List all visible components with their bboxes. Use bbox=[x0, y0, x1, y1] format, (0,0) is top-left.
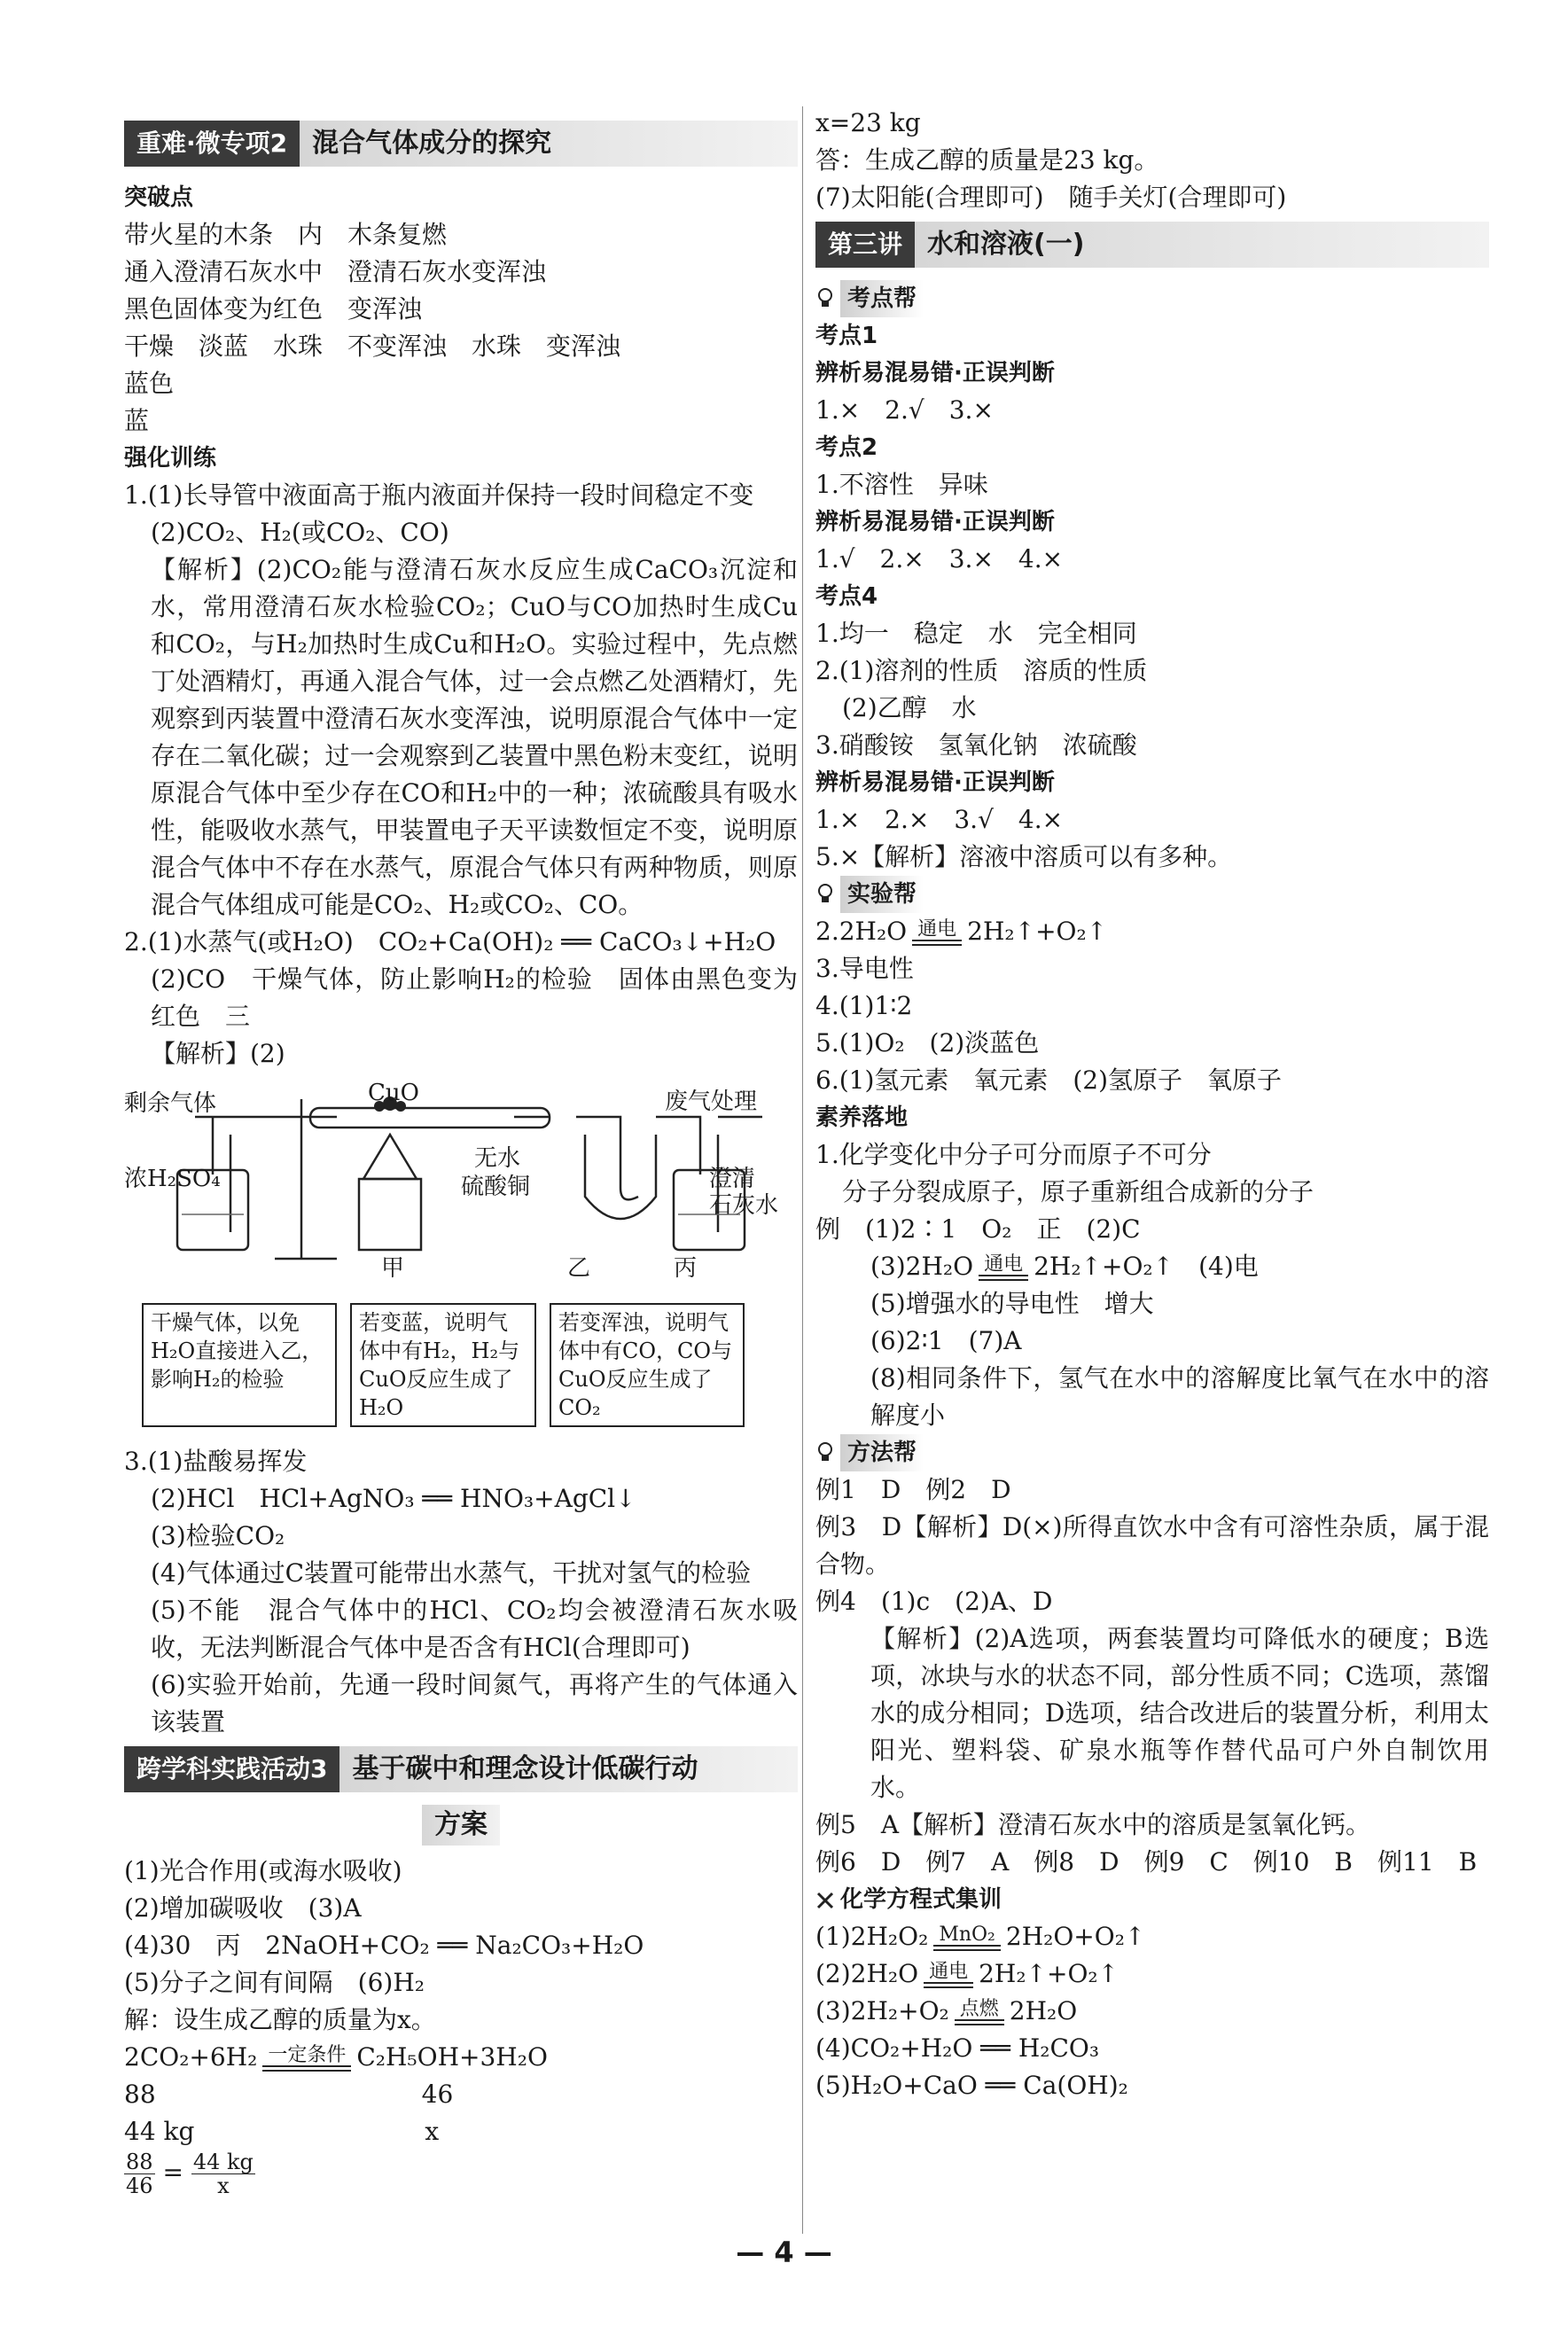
answer-line: 1.× 2.√ 3.× bbox=[815, 395, 994, 425]
label-waste-gas: 废气处理 bbox=[665, 1089, 758, 1115]
section-tag: 重难·微专项2 bbox=[124, 121, 300, 167]
answer-line: x=23 kg bbox=[815, 108, 921, 137]
lightbulb-icon bbox=[815, 1441, 835, 1464]
answer-line: 1.(1)长导管中液面高于瓶内液面并保持一段时间稳定不变 bbox=[124, 480, 754, 510]
subheading: 辨析易混易错·正误判断 bbox=[815, 509, 1055, 535]
answer-line: 例 (1)2∶1 O₂ 正 (2)C bbox=[815, 1214, 1141, 1244]
subsection-fangfabang: 方法帮 bbox=[815, 1434, 1489, 1471]
label-yi: 乙 bbox=[567, 1255, 591, 1282]
note-box-h2: 若变蓝，说明气体中有H₂，H₂与CuO反应生成了H₂O bbox=[350, 1303, 536, 1427]
answer-line: 2.(1)水蒸气(或H₂O) CO₂+Ca(OH)₂ ══ CaCO₃↓+H₂O bbox=[124, 927, 776, 956]
chemical-equation: 2.2H₂O 通电 2H₂↑+O₂↑ bbox=[815, 917, 1108, 946]
chemical-equation: (5)H₂O+CaO ══ Ca(OH)₂ bbox=[815, 2071, 1128, 2100]
section-tag: 跨学科实践活动3 bbox=[124, 1746, 339, 1792]
left-column bbox=[124, 115, 798, 2197]
mass-row: 44 kg x bbox=[124, 2117, 440, 2146]
answer-line: (4)气体通过C装置可能带出水蒸气，干扰对氢气的检验 bbox=[151, 1558, 752, 1588]
answer-line: (2)乙醇 水 bbox=[842, 693, 977, 722]
answer-line: 例1 D 例2 D bbox=[815, 1475, 1011, 1504]
section-title: 水和溶液(一) bbox=[915, 222, 1489, 268]
lightbulb-icon bbox=[815, 287, 835, 310]
section-header-3 bbox=[815, 222, 1489, 268]
answer-line: 1.× 2.× 3.√ 4.× bbox=[815, 805, 1064, 834]
right-column bbox=[815, 105, 1489, 2104]
label-bing: 丙 bbox=[674, 1255, 698, 1282]
answer-line: 蓝色 bbox=[124, 369, 175, 398]
chemical-equation: (1)2H₂O₂ MnO₂ 2H₂O+O₂↑ bbox=[815, 1922, 1146, 1951]
answer-line: (5)不能 混合气体中的HCl、CO₂均会被澄清石灰水吸收，无法判断混合气体中是否含有HCl(合理即可) bbox=[151, 1596, 798, 1662]
answer-line: 2.(1)溶剂的性质 溶质的性质 bbox=[815, 656, 1148, 685]
answer-line: 例4 (1)c (2)A、D bbox=[815, 1587, 1053, 1616]
subheading: 素养落地 bbox=[815, 1104, 909, 1131]
mass-row: 88 46 bbox=[124, 2080, 454, 2109]
answer-line: 1.不溶性 异味 bbox=[815, 470, 988, 499]
subheading: 辨析易混易错·正误判断 bbox=[815, 769, 1055, 796]
apparatus-diagram bbox=[124, 1081, 798, 1436]
label-limewater-1: 澄清 bbox=[709, 1166, 756, 1192]
answer-line: 解：设生成乙醇的质量为x。 bbox=[124, 2005, 436, 2034]
answer-line: 4.(1)1∶2 bbox=[815, 991, 913, 1020]
tools-icon bbox=[815, 1888, 835, 1911]
section-title: 混合气体成分的探究 bbox=[300, 121, 798, 167]
answer-line: 3.(1)盐酸易挥发 bbox=[124, 1447, 308, 1476]
answer-line: 干燥 淡蓝 水珠 不变浑浊 水珠 变浑浊 bbox=[124, 332, 621, 361]
page-number: — 4 — bbox=[736, 2236, 832, 2269]
section-header-2 bbox=[124, 1746, 798, 1792]
note-box-drying: 干燥气体，以免H₂O直接进入乙，影响H₂的检验 bbox=[142, 1303, 337, 1427]
lightbulb-icon bbox=[815, 883, 835, 906]
answer-line: 例3 D【解析】D(×)所得直饮水中含有可溶性杂质，属于混合物。 bbox=[815, 1512, 1489, 1579]
proportion: $\frac{88}{46}$ = $\frac{44 kg}{x}$ bbox=[126, 2150, 254, 2198]
answer-line: 1.均一 稳定 水 完全相同 bbox=[815, 619, 1137, 648]
answer-line: 带火星的木条 内 木条复燃 bbox=[124, 220, 448, 249]
answer-line: 例6 D 例7 A 例8 D 例9 C 例10 B 例11 B bbox=[815, 1847, 1478, 1877]
subheading: 考点4 bbox=[815, 583, 878, 610]
answer-line: 6.(1)氢元素 氧元素 (2)氢原子 氧原子 bbox=[815, 1065, 1283, 1095]
chemical-equation: 2CO₂+6H₂ 一定条件 C₂H₅OH+3H₂O bbox=[124, 2042, 548, 2072]
answer-line: 答：生成乙醇的质量是23 kg。 bbox=[815, 145, 1159, 175]
answer-line: (2)HCl HCl+AgNO₃ ══ HNO₃+AgCl↓ bbox=[151, 1484, 636, 1513]
chemical-equation: (3)2H₂+O₂ 点燃 2H₂O bbox=[815, 1996, 1078, 2025]
answer-line: 黑色固体变为红色 变浑浊 bbox=[124, 294, 423, 324]
subsection-shiyanbang: 实验帮 bbox=[815, 876, 1489, 913]
answer-line: (5)增强水的导电性 增大 bbox=[870, 1289, 1154, 1318]
answer-line: (3)检验CO₂ bbox=[151, 1521, 285, 1550]
section-title-cont: 方案 bbox=[124, 1805, 798, 1846]
answer-line: (2)CO 干燥气体，防止影响H₂的检验 固体由黑色变为红色 三 bbox=[151, 964, 798, 1031]
answer-line: (5)分子之间有间隔 (6)H₂ bbox=[124, 1968, 425, 1997]
analysis-paragraph: 【解析】(2)CO₂能与澄清石灰水反应生成CaCO₃沉淀和水，常用澄清石灰水检验CO₂；CuO与CO加热时生成Cu和CO₂，与H₂加热时生成Cu和H₂O。实验过程中，先点燃丁处酒精灯，再通入混合气体，过一会点燃乙处酒精灯，先观察到丙装置中澄清石灰水变浑浊，说明原混合气体中一定存在二氧化碳；过一会观察到乙装置中黑色粉末变红，说明原混合气体中至少存在CO和H₂中的一种；浓硫酸具有吸水性，能吸收水蒸气，甲装置电子天平读数恒定不变，说明原混合气体中不存在水蒸气，原混合气体只有两种物质，则原混合气体组成可能是CO₂、H₂或CO₂、CO。 bbox=[151, 555, 798, 919]
answer-line: (2)CO₂、H₂(或CO₂、CO) bbox=[151, 518, 449, 547]
answer-line: 1.化学变化中分子可分而原子不可分 bbox=[815, 1140, 1212, 1169]
answer-line: 5.×【解析】溶液中溶质可以有多种。 bbox=[815, 842, 1233, 871]
section-title: 基于碳中和理念设计低碳行动 bbox=[339, 1746, 798, 1792]
subheading: 强化训练 bbox=[124, 445, 217, 472]
label-limewater-2: 石灰水 bbox=[709, 1192, 779, 1219]
answer-line: 1.√ 2.× 3.× 4.× bbox=[815, 544, 1064, 574]
answer-line: 【解析】(2) bbox=[151, 1039, 285, 1068]
answer-line: 3.硝酸铵 氢氧化钠 浓硫酸 bbox=[815, 730, 1137, 760]
subheading: 考点2 bbox=[815, 434, 878, 461]
subsection-equation-drill: 化学方程式集训 bbox=[815, 1881, 1489, 1918]
answer-line: (1)光合作用(或海水吸收) bbox=[124, 1856, 402, 1885]
column-divider bbox=[802, 106, 803, 2234]
answer-line: (4)30 丙 2NaOH+CO₂ ══ Na₂CO₃+H₂O bbox=[124, 1931, 644, 1960]
chemical-equation: (4)CO₂+H₂O ══ H₂CO₃ bbox=[815, 2033, 1100, 2063]
label-cuo: CuO bbox=[368, 1080, 419, 1106]
answer-line: (8)相同条件下，氢气在水中的溶解度比氧气在水中的溶解度小 bbox=[870, 1363, 1489, 1430]
section-tag: 第三讲 bbox=[815, 222, 915, 268]
chemical-equation: (3)2H₂O 通电 2H₂↑+O₂↑ (4)电 bbox=[870, 1252, 1259, 1281]
answer-line: 例5 A【解析】澄清石灰水中的溶质是氢氧化钙。 bbox=[815, 1810, 1371, 1839]
label-copper-sulfate: 硫酸铜 bbox=[461, 1174, 531, 1200]
answer-line: (6)实验开始前，先通一段时间氮气，再将产生的气体通入该装置 bbox=[151, 1670, 798, 1736]
label-jia: 甲 bbox=[381, 1255, 405, 1282]
subheading: 考点1 bbox=[815, 323, 878, 349]
subheading: 突破点 bbox=[124, 184, 194, 211]
label-anhydrous: 无水 bbox=[474, 1145, 521, 1172]
answer-line: 蓝 bbox=[124, 406, 150, 435]
answer-line: 3.导电性 bbox=[815, 954, 914, 983]
chemical-equation: (2)2H₂O 通电 2H₂↑+O₂↑ bbox=[815, 1959, 1119, 1988]
answer-line: 5.(1)O₂ (2)淡蓝色 bbox=[815, 1028, 1040, 1057]
label-remaining-gas: 剩余气体 bbox=[124, 1090, 217, 1117]
answer-line: (6)2∶1 (7)A bbox=[870, 1326, 1022, 1355]
analysis-paragraph: 【解析】(2)A选项，两套装置均可降低水的硬度；B选项，冰块与水的状态不同，部分性质不同；C选项，蒸馏水的成分相同；D选项，结合改进后的装置分析，利用太阳光、塑料袋、矿泉水瓶等作替代品可户外自制饮用水。 bbox=[870, 1624, 1489, 1802]
note-box-co: 若变浑浊，说明气体中有CO，CO与CuO反应生成了CO₂ bbox=[550, 1303, 745, 1427]
answer-line: (7)太阳能(合理即可) 随手关灯(合理即可) bbox=[815, 183, 1287, 212]
answer-line: 通入澄清石灰水中 澄清石灰水变浑浊 bbox=[124, 257, 547, 286]
subsection-kaodianbang: 考点帮 bbox=[815, 280, 1489, 317]
label-conc-h2so4: 浓H₂SO₄ bbox=[124, 1166, 221, 1192]
section-header-1 bbox=[124, 121, 798, 167]
subheading: 辨析易混易错·正误判断 bbox=[815, 360, 1055, 386]
answer-line: 分子分裂成原子，原子重新组合成新的分子 bbox=[842, 1177, 1314, 1206]
answer-line: (2)增加碳吸收 (3)A bbox=[124, 1893, 362, 1923]
